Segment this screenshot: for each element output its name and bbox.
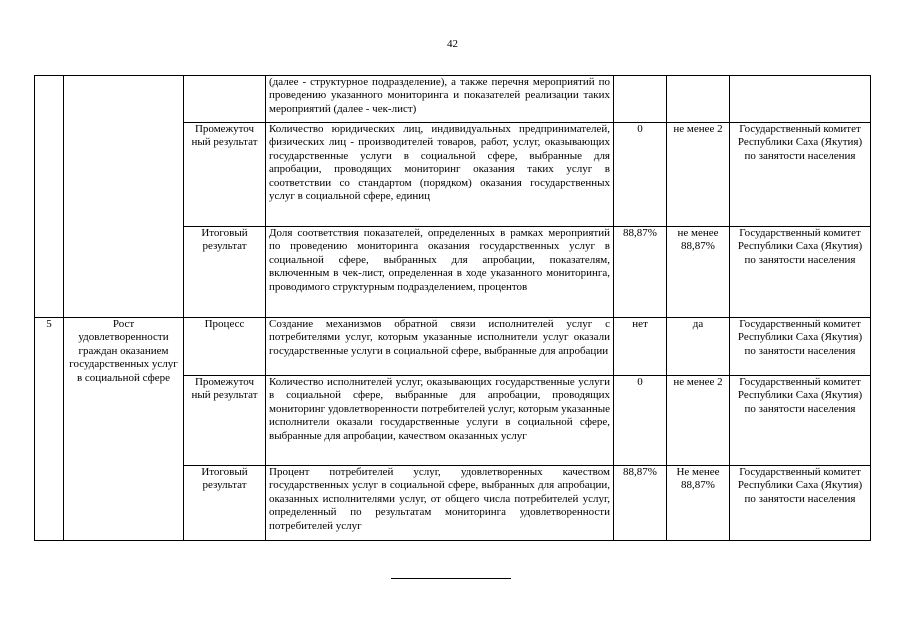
responsible-cell: Государственный комитет Республики Саха (Якутия) по занятости населения (730, 123, 871, 227)
base-value-cell (614, 76, 667, 123)
page-number: 42 (447, 38, 458, 50)
description-cell: Количество юридических лиц, индивидуальных предпринимателей, физических лиц - производителей товаров, работ, услуг, оказывающих государственные услуги в социальной сфере, выбранные для апробации, проводящих мониторинг оказания таких услуг в соответствии со стандартом (порядком) оказания государственных услуг в социальной сфере, единиц (266, 123, 614, 227)
base-value-cell: 0 (614, 123, 667, 227)
responsible-cell: Государственный комитет Республики Саха (Якутия) по занятости населения (730, 227, 871, 318)
responsible-cell: Государственный комитет Республики Саха (Якутия) по занятости населения (730, 376, 871, 466)
result-type-cell: Промежуточ ный результат (184, 123, 266, 227)
target-value-cell: не менее 2 (667, 376, 730, 466)
row-number-cell (35, 76, 64, 318)
target-value-cell: не менее 88,87% (667, 227, 730, 318)
target-value-cell (667, 76, 730, 123)
target-value-cell: не менее 2 (667, 123, 730, 227)
task-name-cell (64, 76, 184, 318)
target-value-cell: да (667, 318, 730, 376)
table-row (35, 318, 871, 376)
responsible-cell: Государственный комитет Республики Саха (Якутия) по занятости населения (730, 318, 871, 376)
base-value-cell: нет (614, 318, 667, 376)
task-name-cell: Рост удовлетворенности граждан оказанием государственных услуг в социальной сфере (64, 318, 184, 541)
result-type-cell: Итоговый результат (184, 227, 266, 318)
base-value-cell: 88,87% (614, 466, 667, 541)
result-type-cell: Промежуточ ный результат (184, 376, 266, 466)
description-cell: Создание механизмов обратной связи исполнителей услуг с потребителями услуг, которым указанные исполнители услуг оказали государственные услуги в социальной сфере, выбранные для апробации (266, 318, 614, 376)
target-value-cell: Не менее 88,87% (667, 466, 730, 541)
description-cell: (далее - структурное подразделение), а также перечня мероприятий по проведению указанного мониторинга и показателей реализации таких мероприятий (далее - чек-лист) (266, 76, 614, 123)
result-type-cell: Процесс (184, 318, 266, 376)
base-value-cell: 0 (614, 376, 667, 466)
footnote-separator (391, 578, 511, 579)
base-value-cell: 88,87% (614, 227, 667, 318)
description-cell: Доля соответствия показателей, определенных в рамках мероприятий по проведению мониторинга оказания государственных услуг в социальной сфере, выбранных для апробации, показателям, включенным в чек-лист, определенная в ходе указанного мониторинга, проводимого структурным подразделением, процентов (266, 227, 614, 318)
row-number-cell: 5 (35, 318, 64, 541)
responsible-cell: Государственный комитет Республики Саха (Якутия) по занятости населения (730, 466, 871, 541)
result-type-cell: Итоговый результат (184, 466, 266, 541)
table-row (35, 76, 871, 123)
description-cell: Количество исполнителей услуг, оказывающих государственные услуги в социальной сфере, выбранные для апробации, проводящих мониторинг удовлетворенности потребителей услуг, которым указанные исполнители оказали государственные услуги в социальной сфере, выбранные для апробации, качеством оказанных услуг (266, 376, 614, 466)
description-cell: Процент потребителей услуг, удовлетворенных качеством государственных услуг в социальной сфере, выбранных для апробации, оказанных исполнителями услуг, от общего числа потребителей услуг, определенный по результатам мониторинга удовлетворенности потребителей услуг (266, 466, 614, 541)
responsible-cell (730, 76, 871, 123)
result-type-cell (184, 76, 266, 123)
indicators-table (34, 75, 871, 541)
